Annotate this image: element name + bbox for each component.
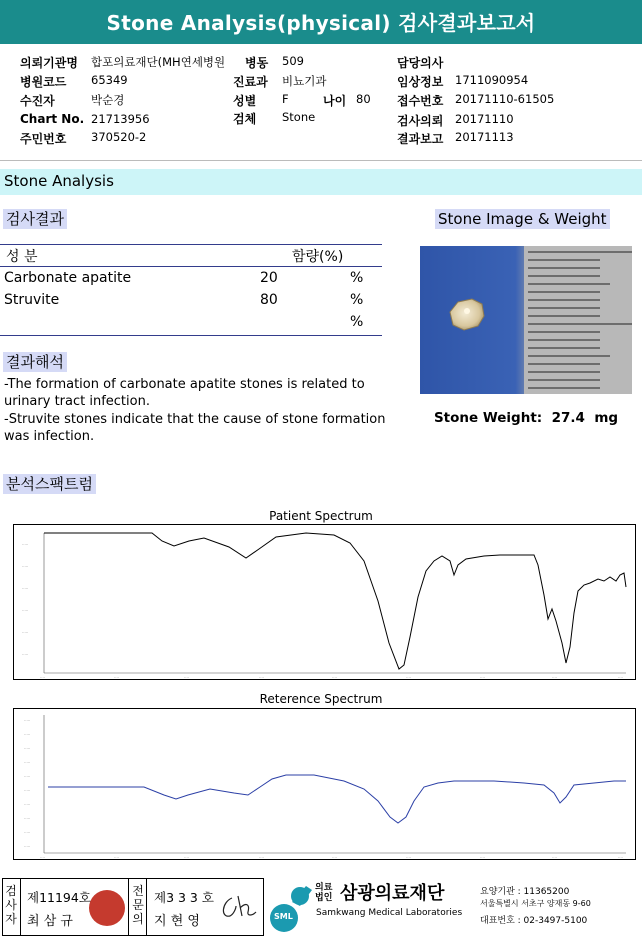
footer bbox=[0, 876, 642, 938]
sex-value: F bbox=[282, 92, 289, 106]
patient-spectrum-chart bbox=[13, 524, 636, 680]
specialist-label: 전문의 bbox=[132, 884, 144, 926]
svg-text:.....: ..... bbox=[24, 759, 31, 764]
specialist-no: 제3 3 3 호 bbox=[154, 890, 214, 905]
row-name: Struvite bbox=[4, 292, 60, 308]
clinical-label: 임상정보 bbox=[397, 75, 444, 89]
svg-text:....: .... bbox=[406, 854, 412, 859]
svg-text:....: .... bbox=[406, 674, 412, 679]
svg-text:.....: ..... bbox=[22, 651, 29, 656]
department-value: 비뇨기과 bbox=[282, 74, 327, 88]
divider bbox=[20, 878, 21, 936]
hospital-code-value: 65349 bbox=[91, 73, 128, 87]
stone-weight bbox=[420, 410, 632, 426]
sml-logo-icon bbox=[266, 880, 314, 934]
svg-text:.....: ..... bbox=[24, 801, 31, 806]
interp-line: -Struvite stones indicate that the cause of stone formation was infection. bbox=[4, 412, 386, 444]
examinee-label: 수진자 bbox=[20, 94, 55, 108]
logo-abbr: SML bbox=[274, 912, 293, 921]
examiner-name: 최 삼 규 bbox=[27, 914, 73, 929]
signature-icon bbox=[218, 892, 258, 924]
svg-text:....: .... bbox=[114, 854, 120, 859]
report-date-label: 결과보고 bbox=[397, 132, 444, 146]
row-name: Carbonate apatite bbox=[4, 270, 132, 286]
row-value: 20 bbox=[260, 270, 278, 286]
svg-text:....: .... bbox=[40, 674, 46, 679]
examiner-seal-icon bbox=[89, 890, 125, 926]
id-value: 370520-2 bbox=[91, 130, 147, 144]
table-rule bbox=[0, 244, 382, 245]
specimen-label: 검체 bbox=[233, 112, 257, 126]
requester-value: 합포의료재단(MH연세병원 bbox=[91, 55, 226, 69]
lab-phone: 대표번호 : 02-3497-5100 bbox=[480, 916, 588, 926]
lab-code: 요양기관 : 11365200 bbox=[480, 887, 570, 897]
spectrum-title: 분석스팩트럼 bbox=[3, 474, 96, 494]
svg-text:....: .... bbox=[618, 854, 624, 859]
col-content: 함량(%) bbox=[292, 249, 344, 265]
svg-text:.....: ..... bbox=[24, 815, 31, 820]
age-label: 나이 bbox=[323, 94, 347, 108]
row-unit: % bbox=[350, 270, 364, 286]
svg-text:.....: ..... bbox=[24, 843, 31, 848]
table-rule bbox=[0, 335, 382, 336]
weight-value: 27.4 bbox=[551, 410, 585, 426]
svg-text:.....: ..... bbox=[22, 585, 29, 590]
patient-spectrum-title: Patient Spectrum bbox=[269, 509, 373, 523]
ward-label: 병동 bbox=[245, 56, 269, 70]
result-title: 검사결과 bbox=[3, 209, 67, 229]
table-rule bbox=[0, 266, 382, 267]
row-value: 80 bbox=[260, 292, 278, 308]
svg-text:.....: ..... bbox=[24, 829, 31, 834]
specialist-name: 지 현 영 bbox=[154, 914, 200, 929]
weight-label: Stone Weight: bbox=[433, 410, 543, 426]
lab-address: 서울특별시 서초구 양재동 9-60 bbox=[480, 899, 591, 908]
svg-text:.....: ..... bbox=[22, 629, 29, 634]
row-unit: % bbox=[350, 292, 364, 308]
specimen-value: Stone bbox=[282, 110, 316, 124]
svg-text:.....: ..... bbox=[24, 745, 31, 750]
chart-value: 21713956 bbox=[91, 112, 150, 126]
examinee-value: 박순경 bbox=[91, 93, 125, 107]
reference-spectrum-chart bbox=[13, 708, 636, 860]
examiner-label: 검사자 bbox=[5, 884, 17, 926]
request-date-value: 20171110 bbox=[455, 112, 514, 126]
divider bbox=[0, 160, 642, 161]
receipt-label: 접수번호 bbox=[397, 94, 444, 108]
doctor-label: 담당의사 bbox=[397, 56, 444, 70]
report-title: Stone Analysis(physical) 검사결과보고서 bbox=[0, 0, 642, 44]
svg-text:....: .... bbox=[259, 674, 265, 679]
stone-photo-graphic bbox=[420, 246, 632, 394]
svg-text:.....: ..... bbox=[22, 541, 29, 546]
image-title: Stone Image & Weight bbox=[435, 209, 610, 229]
svg-text:.....: ..... bbox=[24, 787, 31, 792]
hospital-code-label: 병원코드 bbox=[20, 75, 67, 89]
sex-label: 성별 bbox=[233, 94, 257, 108]
svg-text:....: .... bbox=[184, 674, 190, 679]
weight-unit: mg bbox=[594, 410, 619, 426]
patient-spectrum-plot bbox=[14, 525, 635, 679]
reference-spectrum-plot bbox=[14, 709, 635, 859]
receipt-value: 20171110-61505 bbox=[455, 92, 555, 106]
svg-text:....: .... bbox=[480, 674, 486, 679]
reference-spectrum-title: Reterence Spectrum bbox=[259, 692, 383, 706]
report-date-value: 20171113 bbox=[455, 130, 514, 144]
examiner-no: 제11194호 bbox=[27, 890, 91, 905]
svg-text:....: .... bbox=[618, 674, 624, 679]
col-component: 성 분 bbox=[6, 249, 38, 265]
patient-info bbox=[0, 50, 642, 154]
svg-text:....: .... bbox=[184, 854, 190, 859]
request-date-label: 검사의뢰 bbox=[397, 114, 444, 128]
svg-text:....: .... bbox=[332, 674, 338, 679]
row-unit: % bbox=[350, 314, 364, 330]
ward-value: 509 bbox=[282, 54, 304, 68]
divider bbox=[128, 878, 129, 936]
id-label: 주민번호 bbox=[20, 132, 67, 146]
svg-text:....: .... bbox=[259, 854, 265, 859]
svg-text:....: .... bbox=[332, 854, 338, 859]
divider bbox=[146, 878, 147, 936]
svg-text:.....: ..... bbox=[24, 731, 31, 736]
department-label: 진료과 bbox=[233, 75, 268, 89]
interp-line: -The formation of carbonate apatite stones is related to urinary tract infection. bbox=[4, 377, 365, 409]
chart-label: Chart No. bbox=[20, 112, 85, 126]
svg-text:.....: ..... bbox=[22, 607, 29, 612]
svg-text:....: .... bbox=[552, 674, 558, 679]
svg-text:....: .... bbox=[480, 854, 486, 859]
lab-en: Samkwang Medical Laboratories bbox=[316, 908, 463, 918]
lab-name: 삼광의료재단 bbox=[340, 883, 445, 904]
svg-text:....: .... bbox=[114, 674, 120, 679]
svg-text:....: .... bbox=[40, 854, 46, 859]
interp-title: 결과해석 bbox=[3, 352, 67, 372]
svg-text:.....: ..... bbox=[24, 773, 31, 778]
svg-text:.....: ..... bbox=[22, 563, 29, 568]
stone-photo bbox=[420, 246, 632, 394]
lab-legal: 의료법인 bbox=[315, 883, 333, 903]
clinical-value: 1711090954 bbox=[455, 73, 529, 87]
stone-analysis-band: Stone Analysis bbox=[0, 169, 642, 195]
age-value: 80 bbox=[356, 92, 371, 106]
interpretation bbox=[4, 376, 394, 446]
svg-text:.....: ..... bbox=[24, 717, 31, 722]
requester-label: 의뢰기관명 bbox=[20, 56, 78, 70]
svg-text:....: .... bbox=[552, 854, 558, 859]
